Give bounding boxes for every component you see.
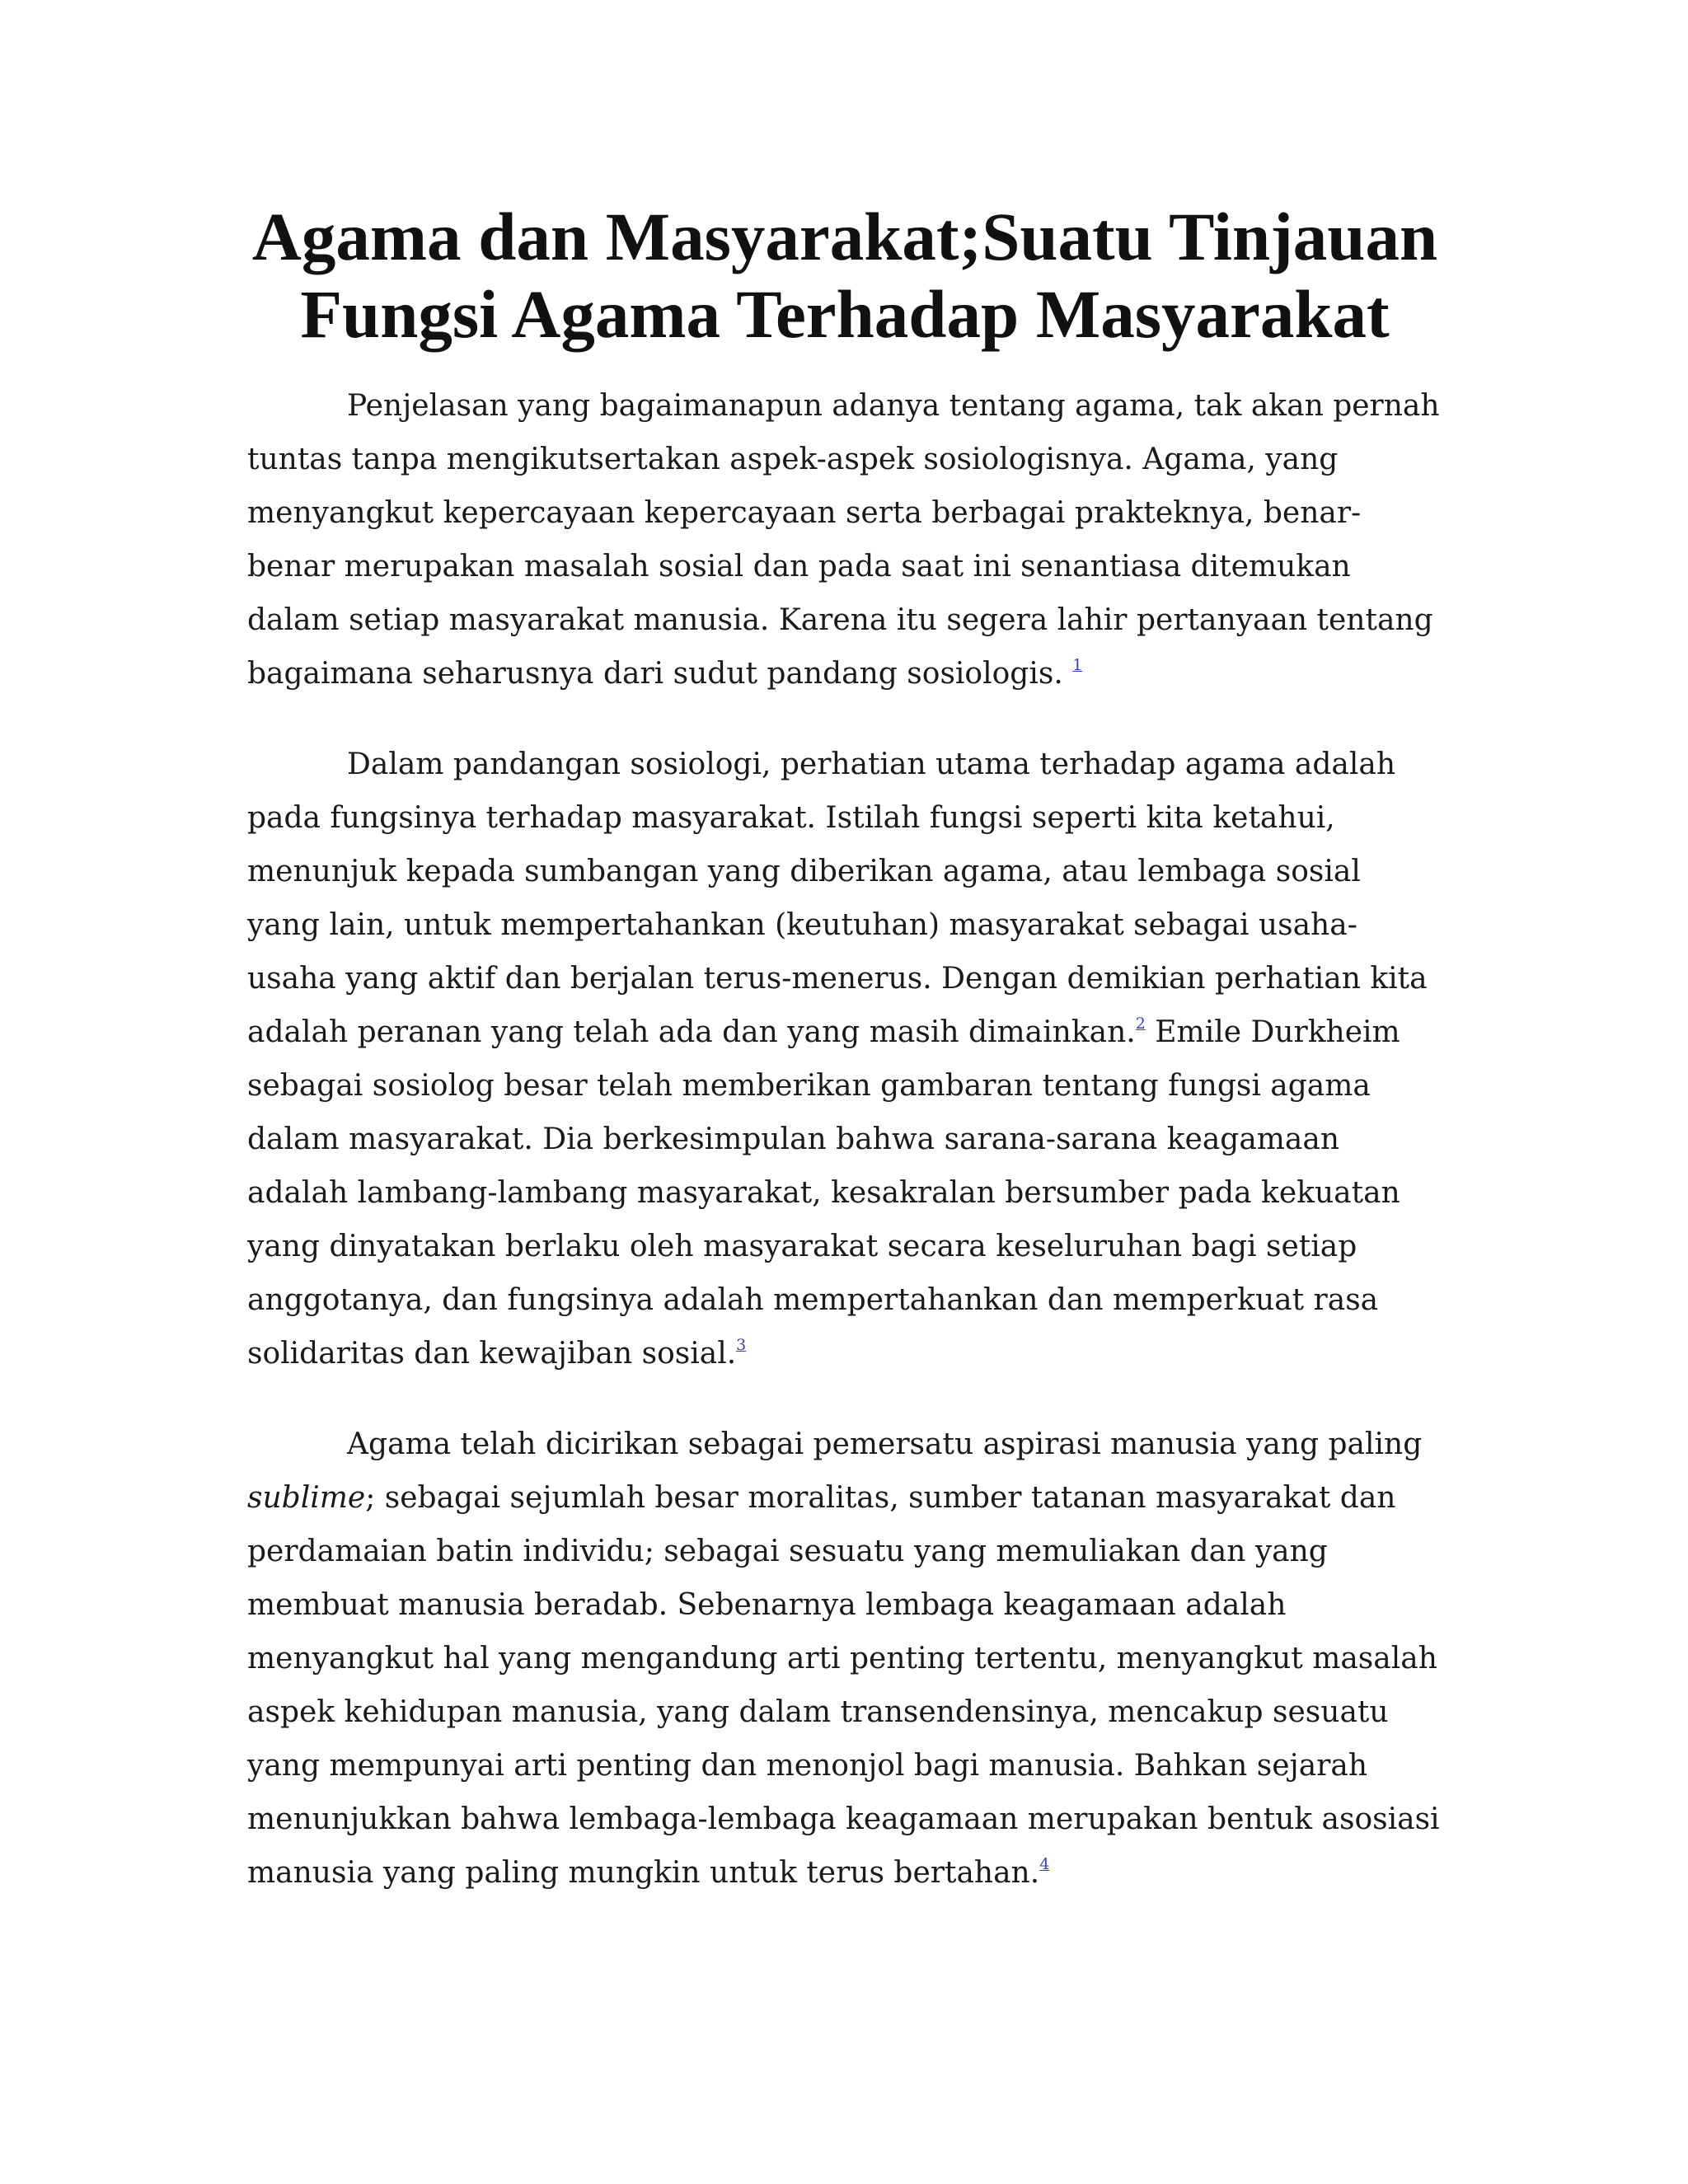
footnote-link-3[interactable]: 3 <box>736 1336 747 1354</box>
paragraph-1 <box>247 379 1442 701</box>
paragraph-2 <box>247 738 1442 1380</box>
paragraph-2-text-b: Emile Durkheim sebagai sosiolog besar telah memberikan gambaran tentang fungsi agama dalam masyarakat. Dia berkesimpulan bahwa sarana-sarana keagamaan adalah lambang-lambang masyarakat, kesakralan bersumber pada kekuatan yang dinyatakan berlaku oleh masyarakat secara keseluruhan bagi setiap anggotanya, dan fungsinya adalah mempertahankan dan memperkuat rasa solidaritas dan kewajiban sosial. <box>247 1015 1400 1371</box>
paragraph-2-text-a: Dalam pandangan sosiologi, perhatian utama terhadap agama adalah pada fungsinya terhadap masyarakat. Istilah fungsi seperti kita ketahui, menunjuk kepada sumbangan yang diberikan agama, atau lembaga sosial yang lain, untuk mempertahankan (keutuhan) masyarakat sebagai usaha-usaha yang aktif dan berjalan terus-menerus. Dengan demikian perhatian kita adalah peranan yang telah ada dan yang masih dimainkan. <box>247 748 1428 1049</box>
footnote-link-1[interactable]: 1 <box>1072 656 1083 674</box>
paragraph-3-text-b: ; sebagai sejumlah besar moralitas, sumber tatanan masyarakat dan perdamaian batin individu; sebagai sesuatu yang memuliakan dan yang membuat manusia beradab. Sebenarnya lembaga keagamaan adalah menyangkut hal yang mengandung arti penting tertentu, menyangkut masalah aspek kehidupan manusia, yang dalam transendensinya, mencakup sesuatu yang mempunyai arti penting dan menonjol bagi manusia. Bahkan sejarah menunjukkan bahwa lembaga-lembaga keagamaan merupakan bentuk asosiasi manusia yang paling mungkin untuk terus bertahan. <box>247 1481 1440 1890</box>
paragraph-3-text-a: Agama telah dicirikan sebagai pemersatu aspirasi manusia yang paling <box>347 1427 1423 1461</box>
footnote-link-4[interactable]: 4 <box>1039 1855 1050 1873</box>
document-page <box>247 0 1442 2184</box>
paragraph-3 <box>247 1418 1442 1900</box>
footnote-link-2[interactable]: 2 <box>1135 1015 1146 1033</box>
document-title <box>247 198 1442 353</box>
title-line-1: Agama dan Masyarakat;Suatu Tinjauan <box>251 199 1438 274</box>
paragraph-1-text: Penjelasan yang bagaimanapun adanya tentang agama, tak akan pernah tuntas tanpa mengikutsertakan aspek-aspek sosiologisnya. Agama, yang menyangkut kepercayaan kepercayaan serta berbagai prakteknya, benar-benar merupakan masalah sosial dan pada saat ini senantiasa ditemukan dalam setiap masyarakat manusia. Karena itu segera lahir pertanyaan tentang bagaimana seharusnya dari sudut pandang sosiologis. <box>247 389 1440 691</box>
document-body <box>247 379 1442 1937</box>
paragraph-3-italic-term: sublime <box>247 1481 366 1515</box>
title-line-2: Fungsi Agama Terhadap Masyarakat <box>300 276 1390 352</box>
